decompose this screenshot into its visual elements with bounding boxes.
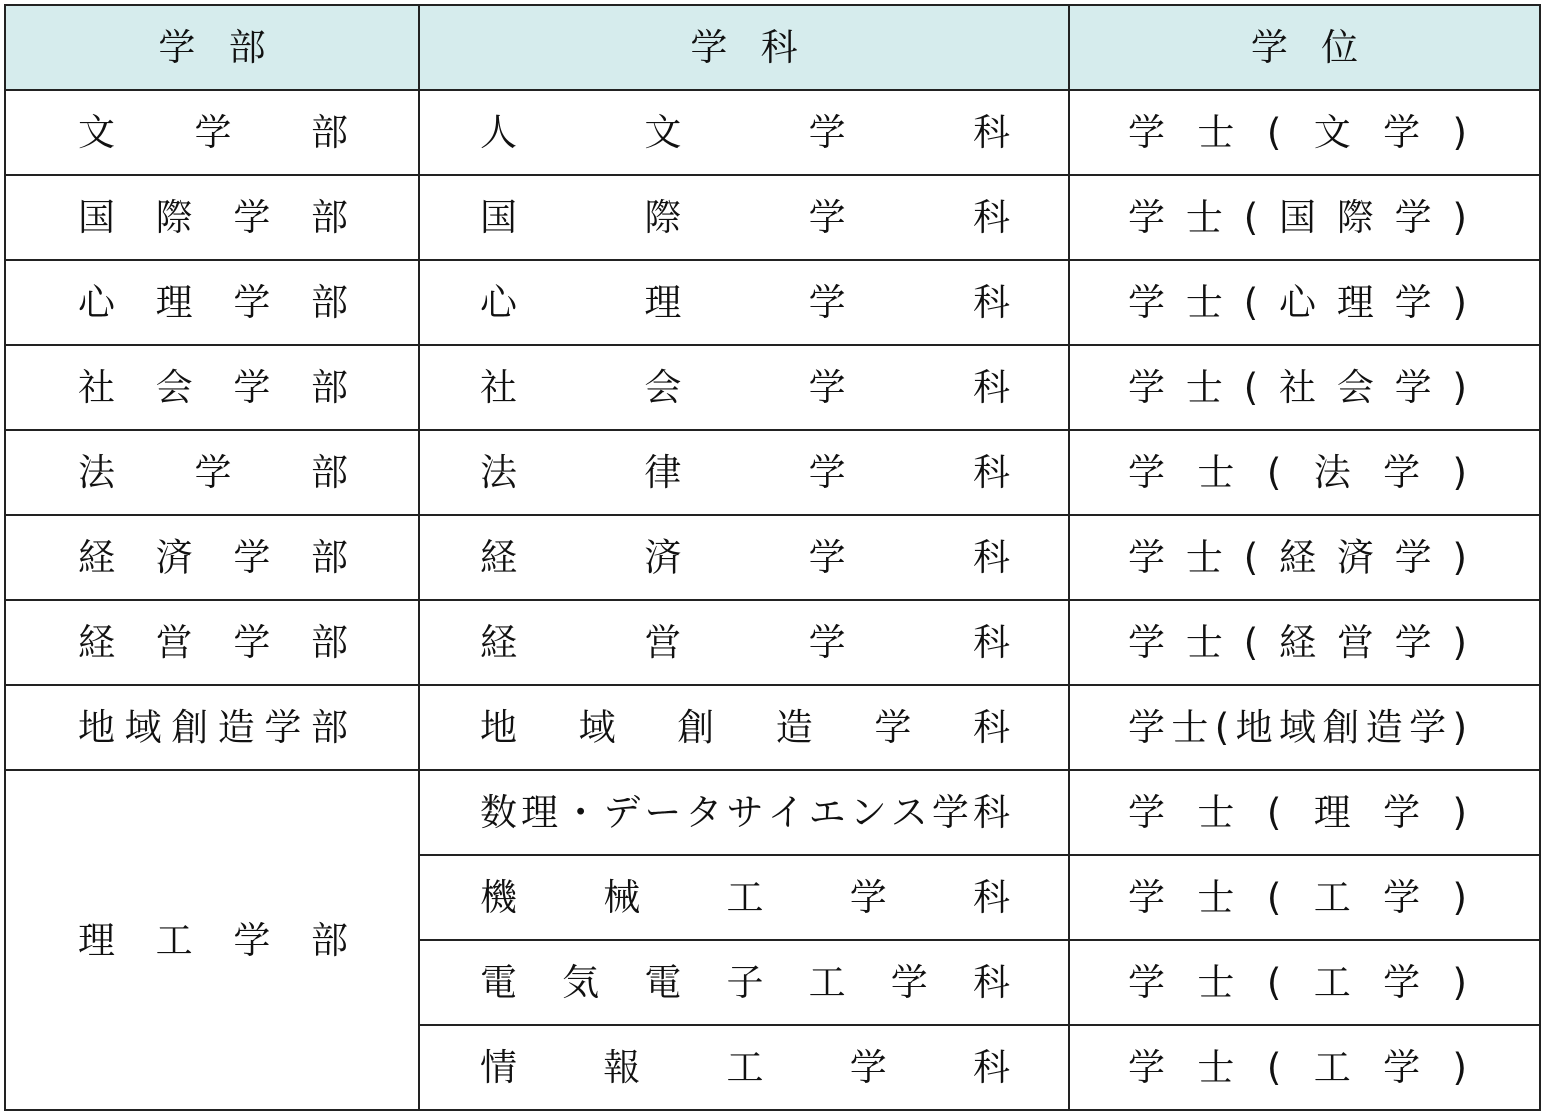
department-cell <box>419 345 1069 430</box>
cell-char: 気 <box>562 961 600 1004</box>
cell-char: 学 <box>849 1046 887 1089</box>
cell-char: 部 <box>311 111 348 154</box>
cell-char: 学 <box>1394 196 1432 239</box>
cell-char: ( <box>1266 876 1282 919</box>
cell-char: ) <box>1452 876 1467 919</box>
cell-char: 報 <box>603 1046 641 1089</box>
cell-char: 情 <box>480 1046 517 1089</box>
cell-char: 学 <box>1394 536 1432 579</box>
cell-char: 際 <box>155 196 193 239</box>
cell-char: 経 <box>1278 536 1316 579</box>
cell-char: 理 <box>1313 791 1351 834</box>
cell-char: 数 <box>480 791 517 834</box>
department-cell <box>419 515 1069 600</box>
cell-char: 際 <box>644 196 682 239</box>
cell-char: 学 <box>1383 1046 1421 1089</box>
cell-char: 学 <box>808 111 846 154</box>
degree-name <box>1070 111 1539 154</box>
cell-char: 学 <box>1128 451 1165 494</box>
cell-char: 学 <box>233 621 271 664</box>
cell-char: 工 <box>1313 876 1351 919</box>
degree-name <box>1070 706 1539 749</box>
cell-char: ・ <box>562 791 600 834</box>
degree-name <box>1070 536 1539 579</box>
header-faculty: 学部 <box>5 5 419 90</box>
cell-char: 域 <box>1279 706 1316 749</box>
faculty-name <box>6 111 418 154</box>
cell-char: エ <box>808 791 846 834</box>
department-cell <box>419 1025 1069 1110</box>
cell-char: ) <box>1452 451 1467 494</box>
faculty-cell <box>5 600 419 685</box>
department-name <box>420 621 1068 664</box>
cell-char: 済 <box>155 536 193 579</box>
department-name <box>420 111 1068 154</box>
cell-char: 学 <box>890 961 928 1004</box>
cell-char: 造 <box>217 706 255 749</box>
cell-char: 経 <box>1278 621 1316 664</box>
cell-char: 地 <box>78 706 115 749</box>
faculty-cell <box>5 90 419 175</box>
cell-char: 造 <box>775 706 813 749</box>
degree-name <box>1070 196 1539 239</box>
cell-char: ( <box>1243 281 1259 324</box>
cell-char: 心 <box>1278 281 1316 324</box>
cell-char: 国 <box>78 196 115 239</box>
department-cell <box>419 855 1069 940</box>
cell-char: 学 <box>1383 961 1421 1004</box>
degree-name <box>1070 281 1539 324</box>
cell-char: 域 <box>578 706 616 749</box>
cell-char: 理 <box>155 281 193 324</box>
cell-char: 学 <box>1394 281 1432 324</box>
cell-char: 法 <box>78 451 115 494</box>
cell-char: 文 <box>1313 111 1351 154</box>
cell-char: 済 <box>1336 536 1374 579</box>
cell-char: 会 <box>1336 366 1374 409</box>
cell-char: 学 <box>1128 536 1165 579</box>
cell-char: 学 <box>1128 961 1165 1004</box>
degree-name <box>1070 1046 1539 1089</box>
cell-char: 法 <box>1313 451 1351 494</box>
cell-char: ) <box>1452 621 1467 664</box>
cell-char: ) <box>1452 366 1467 409</box>
cell-char: 部 <box>310 281 348 324</box>
cell-char: 学 <box>233 366 271 409</box>
cell-char: 械 <box>603 876 641 919</box>
cell-char: ) <box>1452 1046 1467 1089</box>
department-cell <box>419 175 1069 260</box>
cell-char: 際 <box>1336 196 1374 239</box>
cell-char: 学 <box>808 621 846 664</box>
cell-char: 科 <box>972 111 1010 154</box>
cell-char: 域 <box>124 706 162 749</box>
faculty-name <box>6 706 418 749</box>
cell-char: 科 <box>972 791 1010 834</box>
cell-char: 部 <box>310 366 348 409</box>
faculty-cell <box>5 260 419 345</box>
cell-char: 科 <box>973 876 1010 919</box>
cell-char: 理 <box>521 791 559 834</box>
cell-char: ( <box>1266 1046 1282 1089</box>
cell-char: 学 <box>1383 111 1421 154</box>
cell-char: 学 <box>808 281 846 324</box>
cell-char: ( <box>1266 791 1282 834</box>
cell-char: 科 <box>972 366 1010 409</box>
cell-char: 学 <box>1128 196 1165 239</box>
cell-char: 工 <box>1313 1046 1351 1089</box>
cell-char: 社 <box>1278 366 1316 409</box>
cell-char: 電 <box>480 961 517 1004</box>
cell-char: 創 <box>677 706 715 749</box>
cell-char: 学 <box>1383 791 1421 834</box>
cell-char: 学 <box>1128 621 1165 664</box>
cell-char: 学 <box>1128 791 1165 834</box>
cell-char: 科 <box>972 621 1010 664</box>
cell-char: 士 <box>1185 536 1223 579</box>
table-row <box>5 515 1540 600</box>
department-name <box>420 196 1068 239</box>
department-name <box>420 366 1068 409</box>
department-cell <box>419 940 1069 1025</box>
cell-char: 会 <box>155 366 193 409</box>
faculty-name <box>6 621 418 664</box>
cell-char: 学 <box>931 791 969 834</box>
cell-char: 部 <box>310 621 348 664</box>
cell-char: 人 <box>480 111 517 154</box>
degree-cell <box>1069 770 1540 855</box>
cell-char: 科 <box>972 281 1010 324</box>
cell-char: 工 <box>155 918 193 962</box>
cell-char: ( <box>1266 961 1282 1004</box>
cell-char: 済 <box>644 536 682 579</box>
degree-cell <box>1069 1025 1540 1110</box>
cell-char: ( <box>1243 366 1259 409</box>
cell-char: 士 <box>1197 876 1235 919</box>
cell-char: 国 <box>480 196 517 239</box>
faculty-cell <box>5 175 419 260</box>
degree-cell <box>1069 940 1540 1025</box>
degree-name <box>1070 791 1539 834</box>
cell-char: 工 <box>1313 961 1351 1004</box>
cell-char: ) <box>1452 111 1467 154</box>
cell-char: 士 <box>1185 621 1223 664</box>
cell-char: 学 <box>194 451 232 494</box>
cell-char: 理 <box>78 918 115 962</box>
table-row <box>5 685 1540 770</box>
cell-char: 工 <box>726 1046 764 1089</box>
cell-char: ) <box>1452 706 1467 749</box>
department-name <box>420 451 1068 494</box>
cell-char: デ <box>603 791 641 834</box>
cell-char: 士 <box>1197 451 1235 494</box>
cell-char: 心 <box>78 281 115 324</box>
cell-char: 営 <box>1336 621 1374 664</box>
cell-char: 士 <box>1185 196 1223 239</box>
cell-char: 電 <box>644 961 682 1004</box>
cell-char: 学 <box>233 281 271 324</box>
cell-char: 造 <box>1365 706 1403 749</box>
degree-cell <box>1069 685 1540 770</box>
cell-char: ) <box>1452 196 1467 239</box>
degree-name <box>1070 451 1539 494</box>
cell-char: 学 <box>1394 366 1432 409</box>
cell-char: 学 <box>194 111 232 154</box>
faculty-cell <box>5 515 419 600</box>
table-row <box>5 175 1540 260</box>
degree-table <box>4 4 1541 1111</box>
cell-char: 科 <box>972 706 1010 749</box>
table-row <box>5 600 1540 685</box>
cell-char: ) <box>1452 281 1467 324</box>
department-cell <box>419 600 1069 685</box>
table-row <box>5 430 1540 515</box>
faculty-cell <box>5 685 419 770</box>
cell-char: 経 <box>480 621 517 664</box>
cell-char: タ <box>685 791 723 834</box>
cell-char: 部 <box>310 196 348 239</box>
cell-char: 地 <box>480 706 517 749</box>
cell-char: ( <box>1266 111 1282 154</box>
department-name <box>420 791 1068 834</box>
cell-char: 学 <box>808 451 846 494</box>
cell-char: 学 <box>1128 366 1165 409</box>
cell-char: 科 <box>972 196 1010 239</box>
department-cell <box>419 90 1069 175</box>
degree-name <box>1070 366 1539 409</box>
cell-char: 学 <box>1394 621 1432 664</box>
table-row <box>5 90 1540 175</box>
cell-char: 学 <box>808 536 846 579</box>
cell-char: 文 <box>78 111 115 154</box>
cell-char: 学 <box>1128 1046 1165 1089</box>
cell-char: サ <box>726 791 764 834</box>
cell-char: 創 <box>1322 706 1360 749</box>
cell-char: 士 <box>1171 706 1209 749</box>
cell-char: 社 <box>480 366 517 409</box>
cell-char: 創 <box>171 706 209 749</box>
cell-char: 部 <box>311 451 348 494</box>
department-name <box>420 281 1068 324</box>
degree-cell <box>1069 855 1540 940</box>
cell-char: ) <box>1452 961 1467 1004</box>
cell-char: 営 <box>155 621 193 664</box>
cell-char: 理 <box>1336 281 1374 324</box>
cell-char: 部 <box>310 706 348 749</box>
table-body <box>5 90 1540 1110</box>
cell-char: 社 <box>78 366 115 409</box>
cell-char: 律 <box>644 451 682 494</box>
degree-cell <box>1069 260 1540 345</box>
header-row <box>5 5 1540 90</box>
degree-name <box>1070 876 1539 919</box>
cell-char: 学 <box>1409 706 1447 749</box>
header-degree: 学位 <box>1069 5 1540 90</box>
degree-cell <box>1069 430 1540 515</box>
cell-char: 士 <box>1185 281 1223 324</box>
cell-char: 科 <box>972 961 1010 1004</box>
cell-char: 経 <box>78 536 115 579</box>
cell-char: ) <box>1452 791 1467 834</box>
cell-char: 士 <box>1197 961 1235 1004</box>
cell-char: ( <box>1243 196 1259 239</box>
cell-char: 学 <box>1383 451 1421 494</box>
cell-char: ( <box>1243 536 1259 579</box>
cell-char: 学 <box>849 876 887 919</box>
cell-char: 経 <box>480 536 517 579</box>
department-cell <box>419 430 1069 515</box>
degree-cell <box>1069 515 1540 600</box>
cell-char: ン <box>849 791 887 834</box>
cell-char: 科 <box>973 1046 1010 1089</box>
cell-char: イ <box>767 791 805 834</box>
table-header <box>5 5 1540 90</box>
degree-name <box>1070 621 1539 664</box>
department-name <box>420 536 1068 579</box>
cell-char: 学 <box>874 706 912 749</box>
cell-char: 学 <box>808 196 846 239</box>
table-row <box>5 260 1540 345</box>
cell-char: 法 <box>480 451 517 494</box>
cell-char: 学 <box>233 536 271 579</box>
department-name <box>420 961 1068 1004</box>
cell-char: 士 <box>1197 791 1235 834</box>
cell-char: 文 <box>644 111 682 154</box>
department-name <box>420 1046 1068 1089</box>
cell-char: 士 <box>1185 366 1223 409</box>
table-row <box>5 770 1540 855</box>
cell-char: 心 <box>480 281 517 324</box>
cell-char: ー <box>644 791 682 834</box>
cell-char: 学 <box>264 706 302 749</box>
faculty-name <box>6 918 418 962</box>
cell-char: 子 <box>726 961 764 1004</box>
degree-cell <box>1069 600 1540 685</box>
cell-char: 機 <box>480 876 517 919</box>
faculty-cell <box>5 770 419 1110</box>
faculty-name <box>6 451 418 494</box>
faculty-cell <box>5 345 419 430</box>
cell-char: ( <box>1214 706 1230 749</box>
degree-cell <box>1069 345 1540 430</box>
cell-char: 国 <box>1278 196 1316 239</box>
cell-char: 学 <box>1128 876 1165 919</box>
department-name <box>420 706 1068 749</box>
degree-cell <box>1069 90 1540 175</box>
cell-char: ス <box>890 791 928 834</box>
table-row <box>5 345 1540 430</box>
cell-char: 学 <box>233 918 271 962</box>
degree-name <box>1070 961 1539 1004</box>
faculty-cell <box>5 430 419 515</box>
cell-char: 学 <box>1128 111 1165 154</box>
faculty-name <box>6 196 418 239</box>
cell-char: 科 <box>972 451 1010 494</box>
cell-char: ( <box>1266 451 1282 494</box>
cell-char: 工 <box>808 961 846 1004</box>
department-name <box>420 876 1068 919</box>
cell-char: 会 <box>644 366 682 409</box>
cell-char: 工 <box>726 876 764 919</box>
header-department: 学科 <box>419 5 1069 90</box>
cell-char: 経 <box>78 621 115 664</box>
faculty-name <box>6 366 418 409</box>
cell-char: 部 <box>310 536 348 579</box>
cell-char: 学 <box>1128 706 1165 749</box>
faculty-name <box>6 281 418 324</box>
department-cell <box>419 685 1069 770</box>
cell-char: 士 <box>1197 111 1235 154</box>
cell-char: 科 <box>972 536 1010 579</box>
cell-char: 理 <box>644 281 682 324</box>
cell-char: ) <box>1452 536 1467 579</box>
faculty-name <box>6 536 418 579</box>
cell-char: 学 <box>1128 281 1165 324</box>
cell-char: ( <box>1243 621 1259 664</box>
cell-char: 学 <box>233 196 271 239</box>
department-cell <box>419 260 1069 345</box>
degree-cell <box>1069 175 1540 260</box>
cell-char: 学 <box>1383 876 1421 919</box>
cell-char: 営 <box>644 621 682 664</box>
cell-char: 部 <box>310 918 348 962</box>
cell-char: 学 <box>808 366 846 409</box>
cell-char: 士 <box>1197 1046 1235 1089</box>
department-cell <box>419 770 1069 855</box>
cell-char: 地 <box>1235 706 1273 749</box>
